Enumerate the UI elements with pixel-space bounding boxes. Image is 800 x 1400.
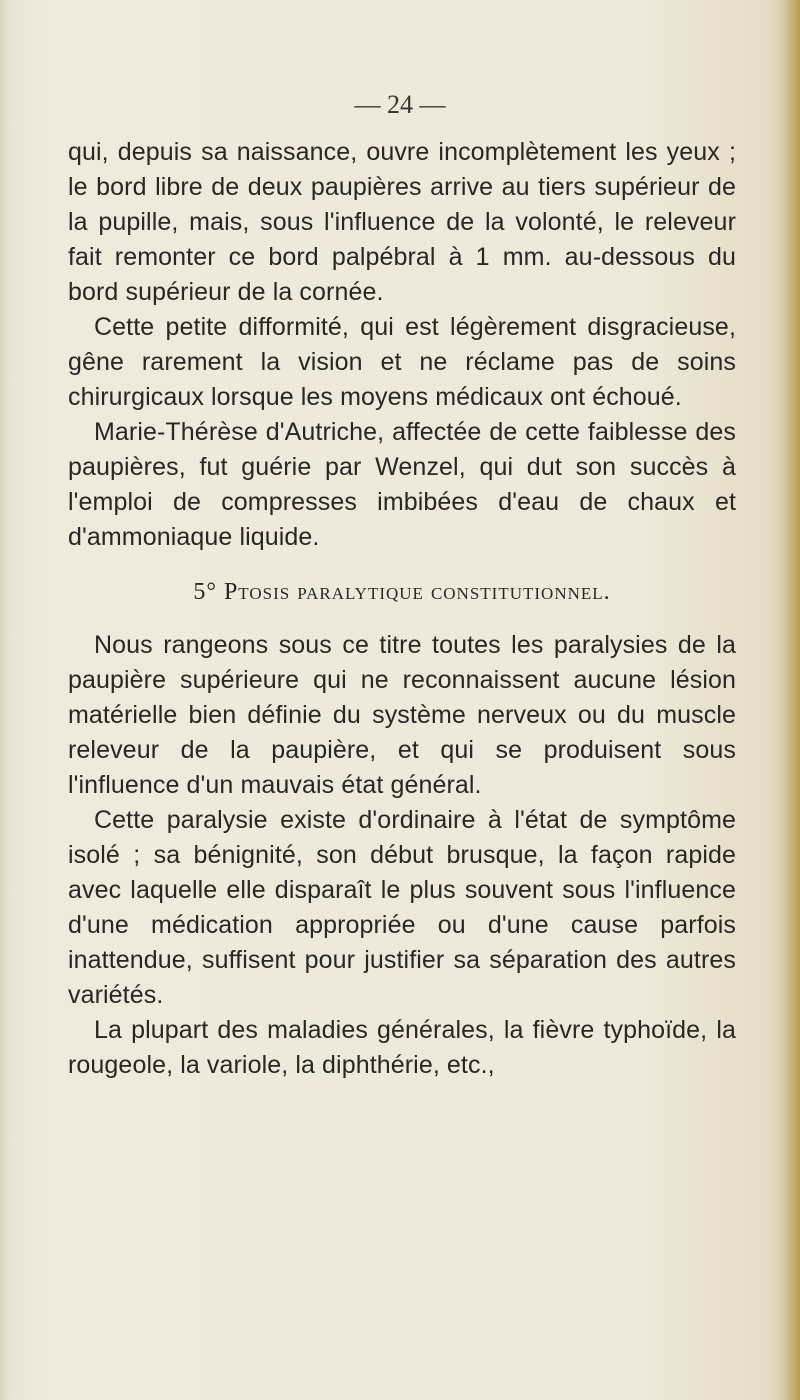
paragraph-6: La plupart des maladies générales, la fièvre typhoïde, la rougeole, la variole, la diphthérie, etc.,: [68, 1016, 736, 1079]
paragraph-4: Nous rangeons sous ce titre toutes les paralysies de la paupière supérieure qui ne reconnaissent aucune lésion matérielle bien définie du système nerveux ou du muscle releveur de la paupière, et qui se produisent sous l'influence d'un mauvais état général.: [68, 631, 736, 799]
page-number-header: — 24 —: [354, 90, 446, 119]
body-text: [68, 135, 736, 1083]
section-heading-text: 5° Ptosis paralytique constitutionnel.: [193, 579, 611, 605]
paragraph-2: Cette petite difformité, qui est légèrement disgracieuse, gêne rarement la vision et ne réclame pas de soins chirurgicaux lorsque les moyens médicaux ont échoué.: [68, 313, 736, 411]
section-heading: [68, 575, 736, 610]
paragraph-3: Marie-Thérèse d'Autriche, affectée de cette faiblesse des paupières, fut guérie par Wenzel, qui dut son succès à l'emploi de compresses imbibées d'eau de chaux et d'ammoniaque liquide.: [68, 418, 736, 551]
paragraph-1: qui, depuis sa naissance, ouvre incomplètement les yeux ; le bord libre de deux paupières arrive au tiers supérieur de la pupille, mais, sous l'influence de la volonté, le releveur fait remonter ce bord palpébral à 1 mm. au-dessous du bord supérieur de la cornée.: [68, 138, 736, 306]
paragraph-5: Cette paralysie existe d'ordinaire à l'état de symptôme isolé ; sa bénignité, son début brusque, la façon rapide avec laquelle elle disparaît le plus souvent sous l'influence d'une médication appropriée ou d'une cause parfois inattendue, suffisent pour justifier sa séparation des autres variétés.: [68, 806, 736, 1009]
page-left-edge: [0, 0, 10, 1400]
page-right-edge: [782, 0, 800, 1400]
